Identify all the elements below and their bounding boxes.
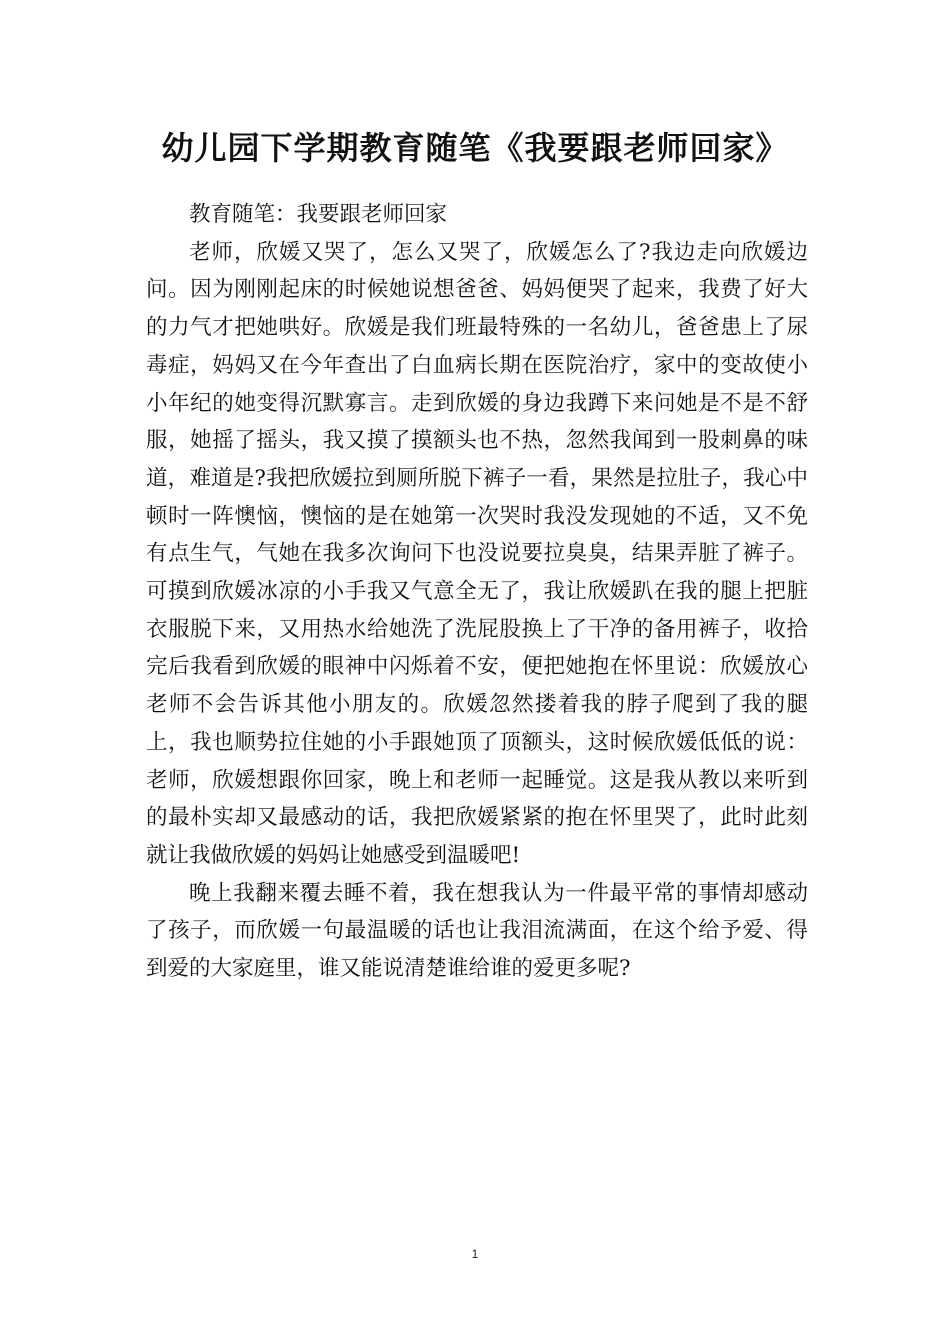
document-body — [146, 196, 808, 988]
paragraph-story: 老师，欣媛又哭了，怎么又哭了，欣媛怎么了?我边走向欣媛边问。因为刚刚起床的时候她说想爸爸、妈妈便哭了起来，我费了好大的力气才把她哄好。欣媛是我们班最特殊的一名幼儿，爸爸患上了尿毒症，妈妈又在今年查出了白血病长期在医院治疗，家中的变故使小小年纪的她变得沉默寡言。走到欣媛的身边我蹲下来问她是不是不舒服，她摇了摇头，我又摸了摸额头也不热，忽然我闻到一股刺鼻的味道，难道是?我把欣媛拉到厕所脱下裤子一看，果然是拉肚子，我心中顿时一阵懊恼，懊恼的是在她第一次哭时我没发现她的不适，又不免有点生气，气她在我多次询问下也没说要拉臭臭，结果弄脏了裤子。可摸到欣媛冰凉的小手我又气意全无了，我让欣媛趴在我的腿上把脏衣服脱下来，又用热水给她洗了洗屁股换上了干净的备用裤子，收拾完后我看到欣媛的眼神中闪烁着不安，便把她抱在怀里说：欣媛放心老师不会告诉其他小朋友的。欣媛忽然搂着我的脖子爬到了我的腿上，我也顺势拉住她的小手跟她顶了顶额头，这时候欣媛低低的说：老师，欣媛想跟你回家，晚上和老师一起睡觉。这是我从教以来听到的最朴实却又最感动的话，我把欣媛紧紧的抱在怀里哭了，此时此刻就让我做欣媛的妈妈让她感受到温暖吧! — [146, 239, 808, 868]
page-number: 1 — [471, 1247, 479, 1261]
paragraph-subtitle: 教育随笔：我要跟老师回家 — [189, 202, 448, 227]
document-title: 幼儿园下学期教育随笔《我要跟老师回家》 — [161, 129, 789, 167]
paragraph-reflection: 晚上我翻来覆去睡不着，我在想我认为一件最平常的事情却感动了孩子，而欣媛一句最温暖的话也让我泪流满面，在这个给予爱、得到爱的大家庭里，谁又能说清楚谁给谁的爱更多呢? — [146, 880, 808, 982]
